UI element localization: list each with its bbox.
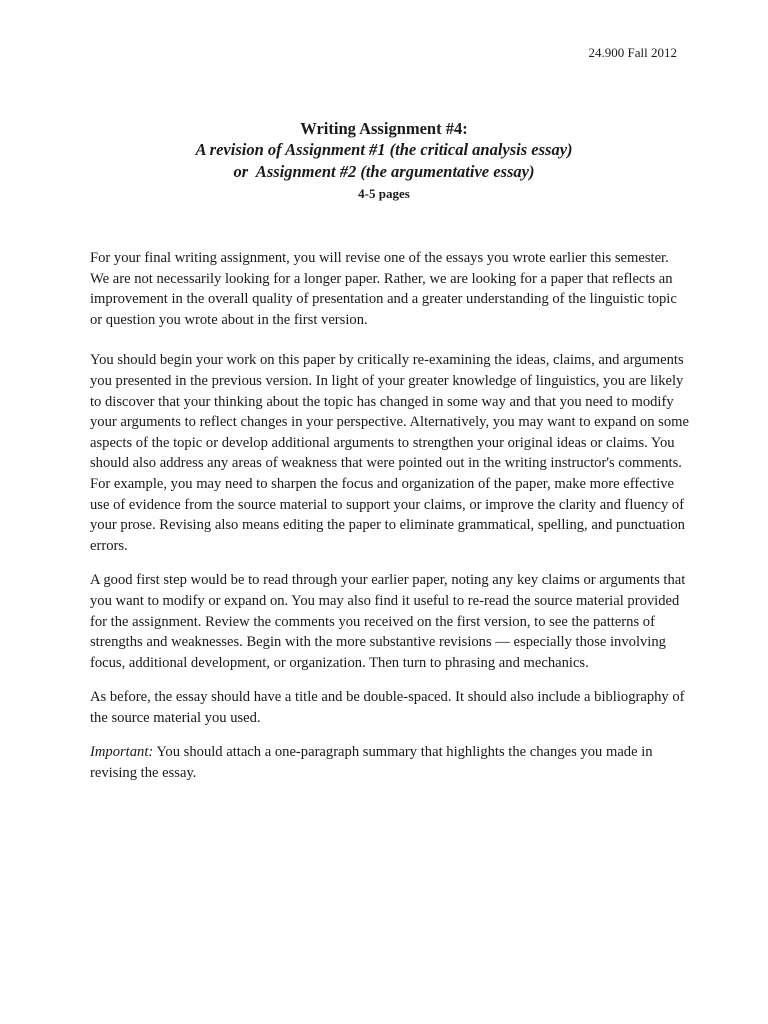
paragraph-first-step: A good first step would be to read through your earlier paper, noting any key claims or arguments that you want to modify or expand on. You may also find it useful to re-read the source material provided for the assignment. Review the comments you received on the first version, to see the patterns of strengths and weaknesses. Begin with the more substantive revisions — especially those involving focus, additional development, or organization. Then turn to phrasing and mechanics. [90,572,686,671]
page-length: 4-5 pages [358,186,410,201]
assignment-title: Writing Assignment #4: [300,119,468,138]
assignment-subtitle-line-1: A revision of Assignment #1 (the critical analysis essay) [195,140,573,159]
course-code: 24.900 Fall 2012 [588,45,677,60]
paragraph-reexamine: You should begin your work on this paper by critically re-examining the ideas, claims, and arguments you presented in the previous version. In light of your greater knowledge of linguistics, you are likely to discover that your thinking about the topic has changed in some way and that you need to modify your arguments to reflect changes in your perspective. Alternatively, you may want to expand on some aspects of the topic or develop additional arguments to strengthen your original ideas or claims. You should also address any areas of weakness that were pointed out in the writing instructor's comments. For example, you may need to sharpen the focus and organization of the paper, make more effective use of evidence from the source material to support your claims, or improve the clarity and fluency of your prose. Revising also means editing the paper to eliminate grammatical, spelling, and punctuation errors. [90,352,689,554]
important-text: You should attach a one-paragraph summary that highlights the changes you made in revising the essay. [90,744,653,782]
paragraph-introduction: For your final writing assignment, you will revise one of the essays you wrote earlier this semester. We are not necessarily looking for a longer paper. Rather, we are looking for a paper that reflects an improvement in the overall quality of presentation and a greater understanding of the linguistic topic or question you wrote about in the first version. [90,250,677,328]
paragraph-format: As before, the essay should have a title and be double-spaced. It should also include a bibliography of the source material you used. [90,689,685,726]
paragraph-important [90,742,690,783]
important-label: Important: [90,744,154,761]
assignment-body [90,248,690,784]
assignment-subtitle-line-2: or Assignment #2 (the argumentative essay) [233,162,535,181]
title-block [0,118,768,204]
